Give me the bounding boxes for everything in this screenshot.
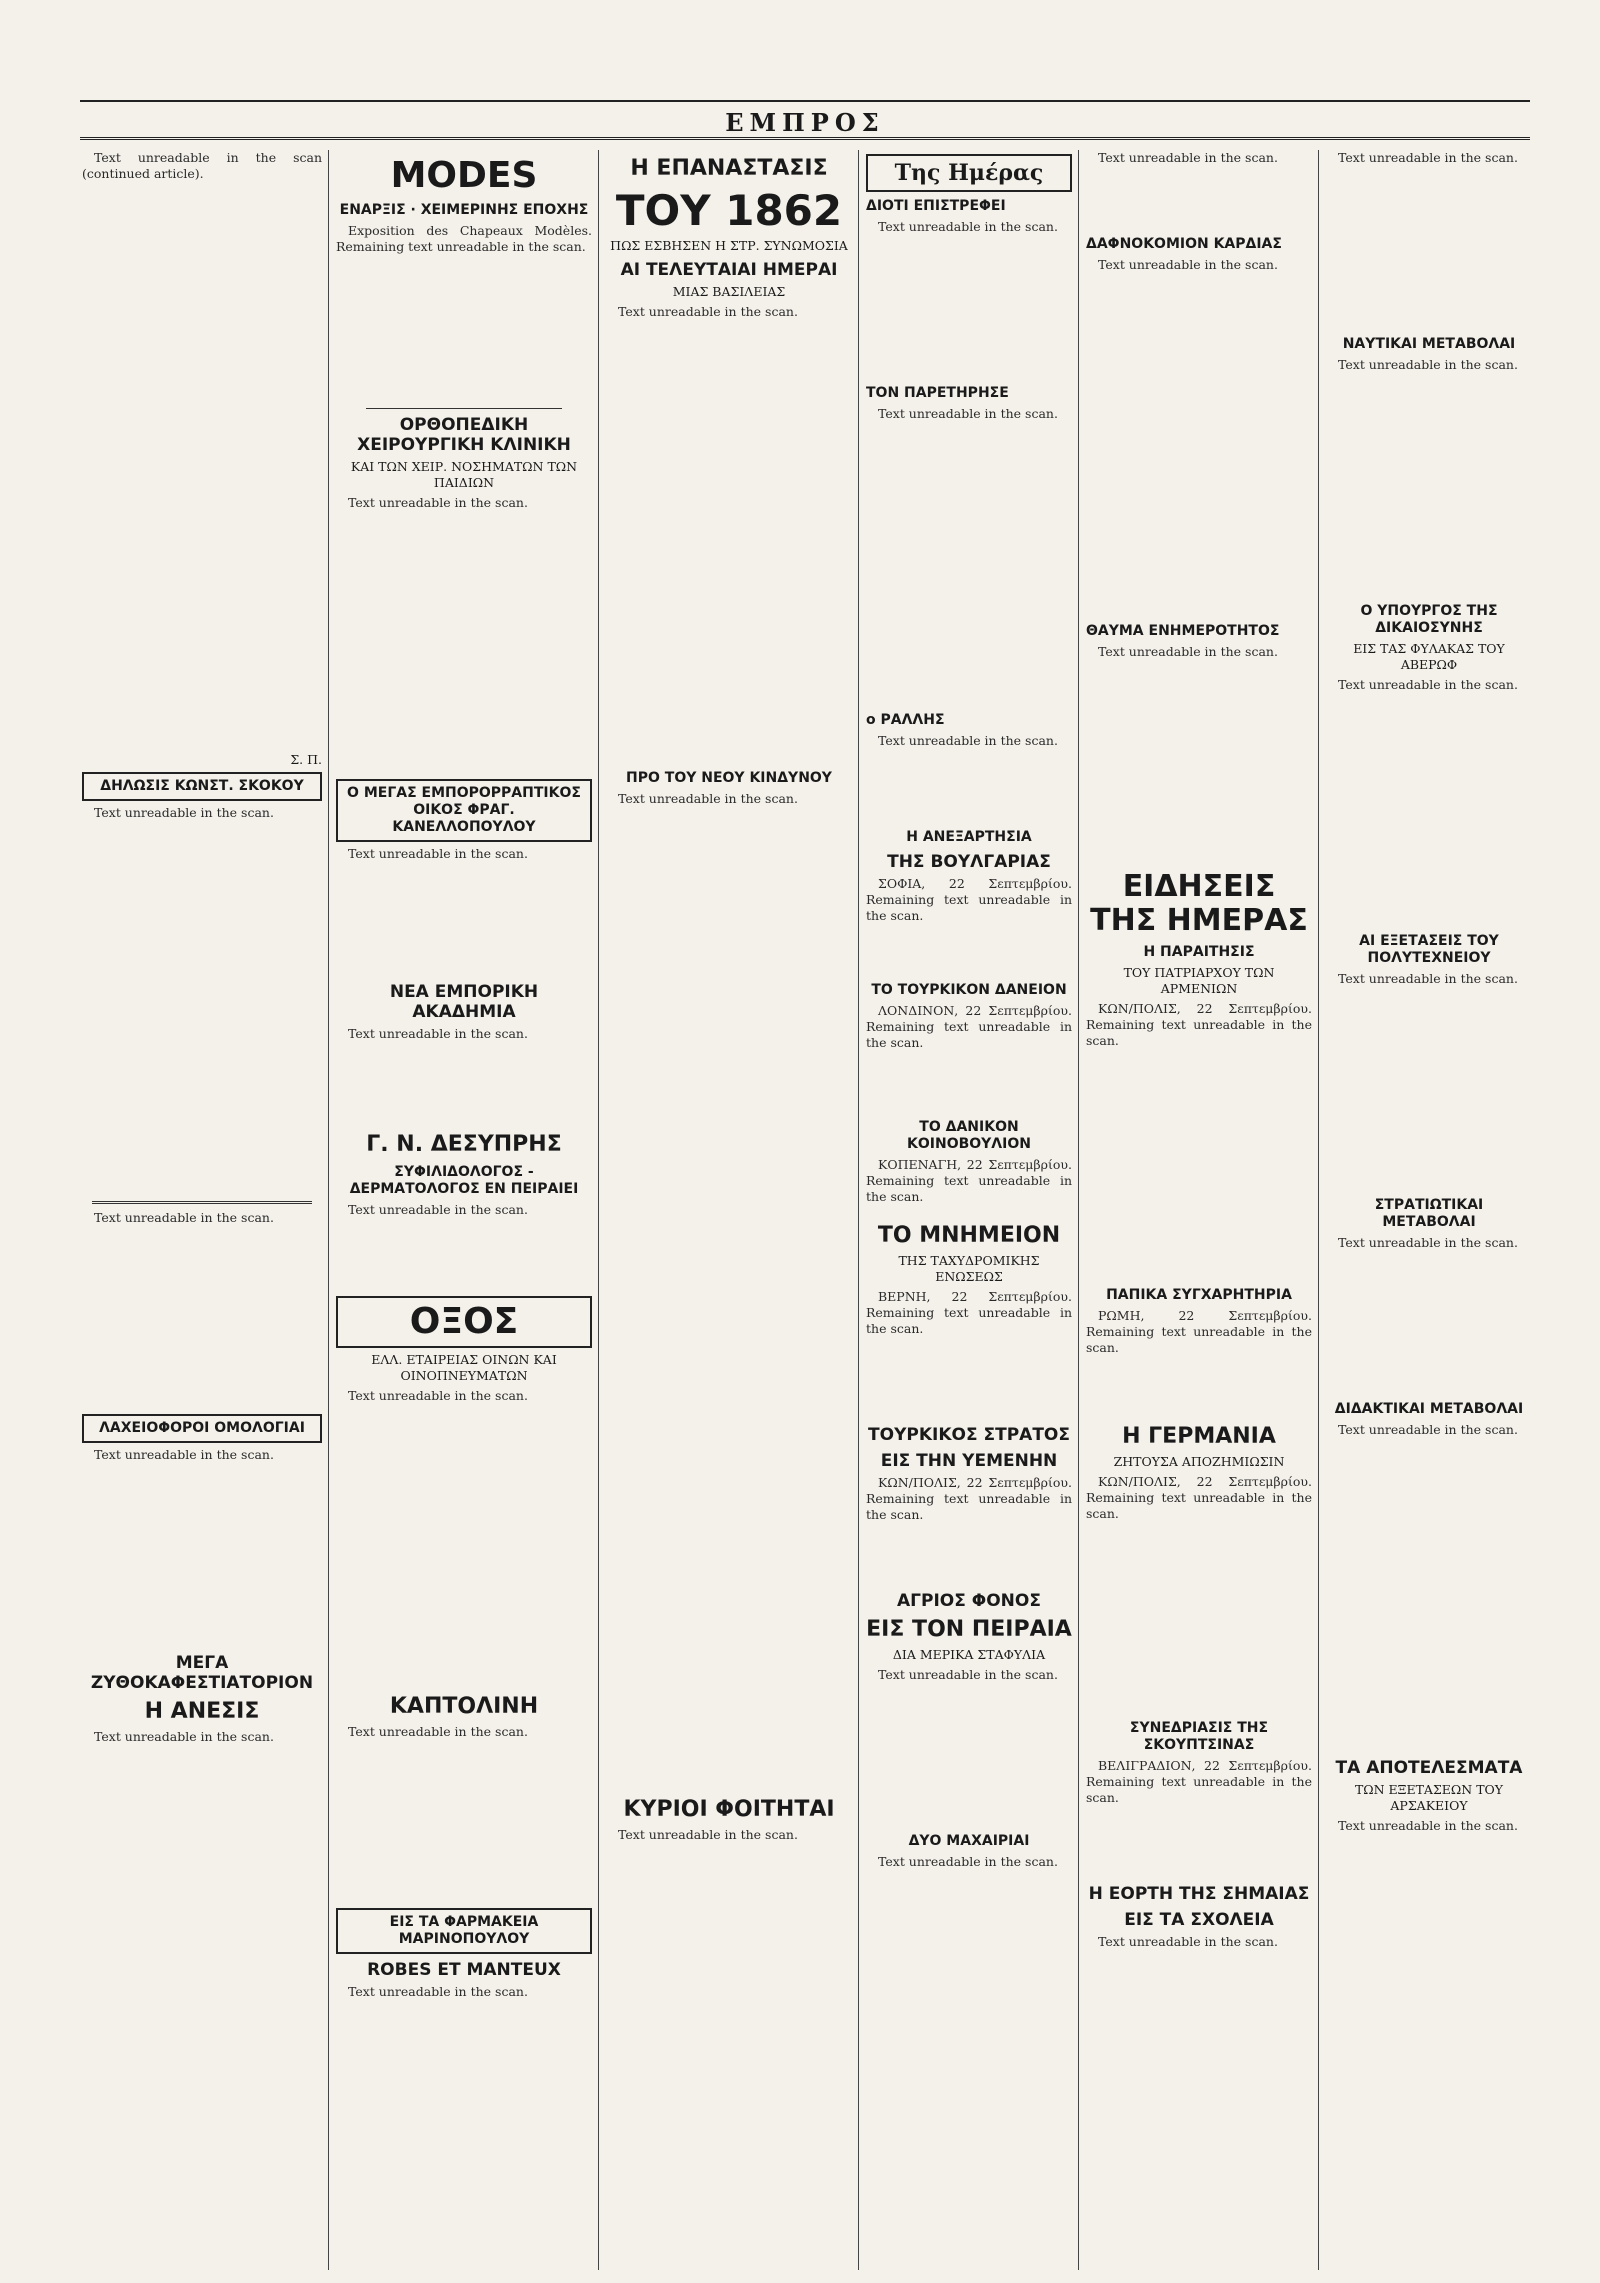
article-text: Text unreadable in the scan. <box>878 406 1058 421</box>
article-text: Text unreadable in the scan. <box>878 1854 1058 1869</box>
heading-eidiseis: ΕΙΔΗΣΕΙΣ ΤΗΣ ΗΜΕΡΑΣ <box>1090 869 1308 938</box>
article-text: Text unreadable in the scan. <box>1338 677 1518 692</box>
heading-agrios-fonos: ΑΓΡΙΟΣ ΦΟΝΟΣ <box>897 1591 1041 1611</box>
article-text: Text unreadable in the scan. <box>1098 1934 1278 1949</box>
article-text: Text unreadable in the scan. <box>348 495 528 510</box>
article-text: Text unreadable in the scan. <box>348 846 528 861</box>
heading-skouptsina: ΣΥΝΕΔΡΙΑΣΙΣ ΤΗΣ ΣΚΟΥΠΤΣΙΝΑΣ <box>1129 1720 1269 1753</box>
heading-dyo-maxairiai: ΔΥΟ ΜΑΧΑΙΡΙΑΙ <box>908 1833 1030 1849</box>
signature: Σ. Π. <box>290 752 322 767</box>
heading-tis-imeras: Της Ημέρας <box>866 154 1072 192</box>
heading-germania: Η ΓΕΡΜΑΝΙΑ <box>1122 1424 1276 1449</box>
article-text: ΚΟΠΕΝΑΓΗ, 22 Σεπτεμβρίου. Remaining text unreadable in the scan. <box>866 1157 1072 1204</box>
heading-year: ΤΟΥ 1862 <box>615 186 843 235</box>
article-text: Text unreadable in the scan. <box>94 1210 274 1225</box>
masthead-title: ΕΜΠΡΟΣ <box>725 108 885 137</box>
article-text: Text unreadable in the scan. <box>1098 257 1278 272</box>
subheading-sxoleia: ΕΙΣ ΤΑ ΣΧΟΛΕΙΑ <box>1124 1910 1274 1930</box>
heading-naftikai: ΝΑΥΤΙΚΑΙ ΜΕΤΑΒΟΛΑΙ <box>1342 336 1516 352</box>
article-text: ΚΩΝ/ΠΟΛΙΣ, 22 Σεπτεμβρίου. Remaining text unreadable in the scan. <box>866 1475 1072 1522</box>
heading-epistrefei: ΔΙΟΤΙ ΕΠΙΣΤΡΕΦΕΙ <box>866 198 1006 214</box>
article-text: Text unreadable in the scan. <box>1098 644 1278 659</box>
heading-ortho: ΟΡΘΟΠΕΔΙΚΗ ΧΕΙΡΟΥΡΓΙΚΗ ΚΛΙΝΙΚΗ <box>357 415 571 455</box>
heading-tourkikos-stratos: ΤΟΥΡΚΙΚΟΣ ΣΤΡΑΤΟΣ <box>868 1425 1070 1445</box>
article-text: Text unreadable in the scan. <box>878 219 1058 234</box>
column-5 <box>1086 150 1312 2270</box>
subheading-ortho: ΚΑΙ ΤΩΝ ΧΕΙΡ. ΝΟΣΗΜΑΤΩΝ ΤΩΝ ΠΑΙΔΙΩΝ <box>350 459 578 490</box>
heading-rallis: ο ΡΑΛΛΗΣ <box>866 712 945 728</box>
subheading-stafylia: ΔΙΑ ΜΕΡΙΚΑ ΣΤΑΦΥΛΙΑ <box>892 1647 1046 1662</box>
column-3 <box>606 150 852 2270</box>
article-text: ΛΟΝΔΙΝΟΝ, 22 Σεπτεμβρίου. Remaining text unreadable in the scan. <box>866 1003 1072 1050</box>
article-text: Text unreadable in the scan (continued article). <box>82 150 322 181</box>
article-text: Text unreadable in the scan. <box>348 1026 528 1041</box>
subheading-taxydromikis: ΤΗΣ ΤΑΧΥΔΡΟΜΙΚΗΣ ΕΝΩΣΕΩΣ <box>898 1253 1040 1284</box>
subheading-apozimiosin: ΖΗΤΟΥΣΑ ΑΠΟΖΗΜΙΩΣΙΝ <box>1113 1454 1285 1469</box>
subheading-vasileias: ΜΙΑΣ ΒΑΣΙΛΕΙΑΣ <box>672 284 786 299</box>
heading-papika: ΠΑΠΙΚΑ ΣΥΓΧΑΡΗΤΗΡΙΑ <box>1106 1287 1292 1303</box>
heading-thavma: ΘΑΥΜΑ ΕΝΗΜΕΡΟΤΗΤΟΣ <box>1086 623 1280 639</box>
article-text: Text unreadable in the scan. <box>1338 1235 1518 1250</box>
heading-daniko-koinovoulio: ΤΟ ΔΑΝΙΚΟΝ ΚΟΙΝΟΒΟΥΛΙΟΝ <box>907 1119 1031 1152</box>
heading-mnimeion: ΤΟ ΜΝΗΜΕΙΟΝ <box>877 1223 1061 1248</box>
subheading-desipris: ΣΥΦΙΛΙΔΟΛΟΓΟΣ - ΔΕΡΜΑΤΟΛΟΓΟΣ ΕΝ ΠΕΙΡΑΙΕΙ <box>349 1164 579 1197</box>
article-text: Text unreadable in the scan. <box>1338 971 1518 986</box>
article-text: Text unreadable in the scan. <box>348 1724 528 1739</box>
column-4 <box>866 150 1072 2270</box>
article-text: ΚΩΝ/ΠΟΛΙΣ, 22 Σεπτεμβρίου. Remaining text unreadable in the scan. <box>1086 1001 1312 1048</box>
article-text: Text unreadable in the scan. <box>1338 1818 1518 1833</box>
article-text: Text unreadable in the scan. <box>348 1984 528 1999</box>
column-rule <box>328 150 329 2270</box>
article-text: ΒΕΛΙΓΡΑΔΙΟΝ, 22 Σεπτεμβρίου. Remaining text unreadable in the scan. <box>1086 1758 1312 1805</box>
heading-paretirise: ΤΟΝ ΠΑΡΕΤΗΡΗΣΕ <box>866 385 1009 401</box>
divider <box>366 408 562 409</box>
article-text: Exposition des Chapeaux Modèles. Remaining text unreadable in the scan. <box>336 223 592 254</box>
heading-epanastasis: Η ΕΠΑΝΑΣΤΑΣΙΣ <box>630 156 828 181</box>
article-text: ΡΩΜΗ, 22 Σεπτεμβρίου. Remaining text unreadable in the scan. <box>1086 1308 1312 1355</box>
heading-anesis: Η ΑΝΕΣΙΣ <box>144 1699 260 1724</box>
heading-tourkikon-daneion: ΤΟ ΤΟΥΡΚΙΚΟΝ ΔΑΝΕΙΟΝ <box>871 982 1067 998</box>
article-text: ΚΩΝ/ΠΟΛΙΣ, 22 Σεπτεμβρίου. Remaining text unreadable in the scan. <box>1086 1474 1312 1521</box>
column-rule <box>1318 150 1319 2270</box>
heading-kirioi-foitites: ΚΥΡΙΟΙ ΦΟΙΤΗΤΑΙ <box>623 1797 835 1822</box>
column-rule <box>1078 150 1079 2270</box>
article-text: Text unreadable in the scan. <box>94 805 274 820</box>
subheading-arsakeiou: ΤΩΝ ΕΞΕΤΑΣΕΩΝ ΤΟΥ ΑΡΣΑΚΕΙΟΥ <box>1354 1782 1504 1813</box>
heading-stratiotikai: ΣΤΡΑΤΙΩΤΙΚΑΙ ΜΕΤΑΒΟΛΑΙ <box>1374 1197 1484 1230</box>
heading-modes: MODES <box>390 155 538 196</box>
heading-oikos: Ο ΜΕΓΑΣ ΕΜΠΟΡΟΡΡΑΠΤΙΚΟΣ ΟΙΚΟΣ ΦΡΑΓ. ΚΑΝΕΛΛΟΠΟΥΛΟΥ <box>336 779 592 842</box>
heading-dafnokomion: ΔΑΦΝΟΚΟΜΙΟΝ ΚΑΡΔΙΑΣ <box>1086 236 1282 252</box>
heading-ypourgos: Ο ΥΠΟΥΡΓΟΣ ΤΗΣ ΔΙΚΑΙΟΣΥΝΗΣ <box>1360 603 1498 636</box>
heading-eorti: Η ΕΟΡΤΗ ΤΗΣ ΣΗΜΑΙΑΣ <box>1088 1884 1310 1904</box>
column-6 <box>1326 150 1532 2270</box>
column-2 <box>336 150 592 2270</box>
subheading-synomosia: ΠΩΣ ΕΣΒΗΣΕΝ Η ΣΤΡ. ΣΥΝΩΜΟΣΙΑ <box>610 238 848 253</box>
article-text: Text unreadable in the scan. <box>618 304 798 319</box>
column-rule <box>598 150 599 2270</box>
subheading-voulgarias: ΤΗΣ ΒΟΥΛΓΑΡΙΑΣ <box>887 852 1051 872</box>
heading-oxos: ΟΞΟΣ <box>336 1296 592 1348</box>
heading-pharmakeia: ΕΙΣ ΤΑ ΦΑΡΜΑΚΕΙΑ ΜΑΡΙΝΟΠΟΥΛΟΥ <box>336 1908 592 1954</box>
heading-didaktikai: ΔΙΔΑΚΤΙΚΑΙ ΜΕΤΑΒΟΛΑΙ <box>1334 1401 1524 1417</box>
article-text: Text unreadable in the scan. <box>348 1388 528 1403</box>
article-text: Text unreadable in the scan. <box>1338 150 1518 165</box>
heading-akad: ΝΕΑ ΕΜΠΟΡΙΚΗ ΑΚΑΔΗΜΙΑ <box>389 982 539 1022</box>
heading-desipris: Γ. Ν. ΔΕΣΥΠΡΗΣ <box>366 1132 562 1157</box>
subheading-oxos: ΕΛΛ. ΕΤΑΙΡΕΙΑΣ ΟΙΝΩΝ ΚΑΙ ΟΙΝΟΠΝΕΥΜΑΤΩΝ <box>371 1352 557 1383</box>
heading-apotelesmata: ΤΑ ΑΠΟΤΕΛΕΣΜΑΤΑ <box>1335 1758 1523 1778</box>
masthead <box>80 100 1530 140</box>
heading-anexartisia: Η ΑΝΕΞΑΡΤΗΣΙΑ <box>906 829 1032 845</box>
article-text: Text unreadable in the scan. <box>878 1667 1058 1682</box>
article-text: Text unreadable in the scan. <box>94 1447 274 1462</box>
article-text: ΣΟΦΙΑ, 22 Σεπτεμβρίου. Remaining text unreadable in the scan. <box>866 876 1072 923</box>
heading-paraitisis: Η ΠΑΡΑΙΤΗΣΙΣ <box>1143 944 1255 960</box>
column-rule <box>858 150 859 2270</box>
heading-dilosis: ΔΗΛΩΣΙΣ ΚΩΝΣΤ. ΣΚΟΚΟΥ <box>82 772 322 801</box>
article-text: Text unreadable in the scan. <box>1338 1422 1518 1437</box>
subheading-peiraia: ΕΙΣ ΤΟΝ ΠΕΙΡΑΙΑ <box>866 1617 1072 1642</box>
article-text: Text unreadable in the scan. <box>878 733 1058 748</box>
article-text: ΒΕΡΝΗ, 22 Σεπτεμβρίου. Remaining text unreadable in the scan. <box>866 1289 1072 1336</box>
heading-robes: ROBES ET MANTEUX <box>367 1960 561 1980</box>
subheading-patriarxou: ΤΟΥ ΠΑΤΡΙΑΡΧΟΥ ΤΩΝ ΑΡΜΕΝΙΩΝ <box>1123 965 1275 996</box>
subheading-yemeni: ΕΙΣ ΤΗΝ ΥΕΜΕΝΗΝ <box>880 1451 1058 1471</box>
article-text: Text unreadable in the scan. <box>618 791 798 806</box>
article-text: Text unreadable in the scan. <box>94 1729 274 1744</box>
subheading-averof: ΕΙΣ ΤΑΣ ΦΥΛΑΚΑΣ ΤΟΥ ΑΒΕΡΩΦ <box>1353 641 1505 672</box>
article-text: Text unreadable in the scan. <box>618 1827 798 1842</box>
heading-kapto: ΚΑΠΤΟΛΙΝΗ <box>389 1694 539 1719</box>
article-text: Text unreadable in the scan. <box>348 1202 528 1217</box>
article-text: Text unreadable in the scan. <box>1098 150 1278 165</box>
heading-lachio: ΛΑΧΕΙΟΦΟΡΟΙ ΟΜΟΛΟΓΙΑΙ <box>82 1414 322 1443</box>
subheading-enarxis: ΕΝΑΡΞΙΣ · ΧΕΙΜΕΡΙΝΗΣ ΕΠΟΧΗΣ <box>339 202 589 218</box>
heading-mega: ΜΕΓΑ ΖΥΘΟΚΑΦΕΣΤΙΑΤΟΡΙΟΝ <box>90 1653 314 1693</box>
column-1 <box>82 150 322 2270</box>
article-text: Text unreadable in the scan. <box>1338 357 1518 372</box>
heading-kindinos: ΠΡΟ ΤΟΥ ΝΕΟΥ ΚΙΝΔΥΝΟΥ <box>626 770 832 786</box>
divider <box>92 1201 312 1204</box>
heading-polytexneiou: ΑΙ ΕΞΕΤΑΣΕΙΣ ΤΟΥ ΠΟΛΥΤΕΧΝΕΙΟΥ <box>1359 933 1499 966</box>
heading-teleftaiai: ΑΙ ΤΕΛΕΥΤΑΙΑΙ ΗΜΕΡΑΙ <box>620 260 838 280</box>
